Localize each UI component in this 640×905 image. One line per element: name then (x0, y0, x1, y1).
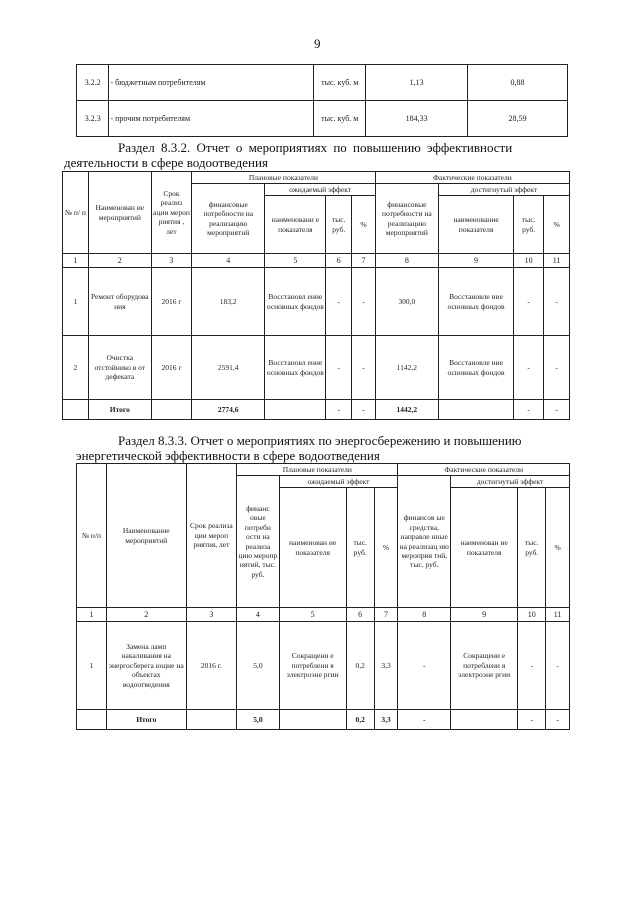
table-row (77, 65, 568, 101)
cell-empty (438, 400, 513, 420)
total-fin: 2774,6 (192, 400, 265, 420)
cell-name: - прочим потребителям (109, 101, 314, 137)
cell-empty (151, 400, 191, 420)
col-header: Плановые показатели (237, 464, 398, 476)
col-header: ожидаемый эффект (279, 476, 398, 488)
cell-rub: - (326, 336, 352, 400)
cell-fact-pct: - (544, 268, 570, 336)
cell-fact-pct: - (544, 336, 570, 400)
total-row (77, 710, 570, 730)
column-number-row (77, 608, 570, 622)
cell-empty (279, 710, 346, 730)
cell-fact-indicator: Восстановле ние основных фондов (438, 336, 513, 400)
total-fact-fin: - (398, 710, 451, 730)
cell-fact-fin: - (398, 622, 451, 710)
total-fact-pct: - (544, 400, 570, 420)
col-number: 9 (451, 608, 518, 622)
col-header: Фактические показатели (398, 464, 570, 476)
section-heading: энергетической эффективности в сфере водоотведения (76, 448, 380, 463)
cell-name: Очистка отстойнико в от дефеката (88, 336, 151, 400)
col-number: 5 (279, 608, 346, 622)
table-header-row (63, 172, 570, 184)
cell-fin: 183,2 (192, 268, 265, 336)
cell-fact-fin: 1142,2 (375, 336, 438, 400)
cell-fact-pct: - (546, 622, 570, 710)
total-fact-rub: - (518, 710, 546, 730)
col-number: 7 (352, 254, 376, 268)
col-header: ожидаемый эффект (265, 184, 375, 196)
cell-value: 0,88 (468, 65, 568, 101)
col-header: № п/ п (63, 172, 89, 254)
total-fin: 5,0 (237, 710, 279, 730)
col-number: 9 (438, 254, 513, 268)
cell-value: 184,33 (366, 101, 468, 137)
cell-empty (186, 710, 237, 730)
col-header: финансов ые средства, направле нные на реализац ию мероприя тий, тыс. руб. (398, 476, 451, 608)
total-pct: 3,3 (374, 710, 398, 730)
col-number: 11 (544, 254, 570, 268)
col-header: наименование показателя (438, 196, 513, 254)
cell-value: 1,13 (366, 65, 468, 101)
cell-indicator: Восстановл ение основных фондов (265, 268, 326, 336)
col-number: 10 (514, 254, 544, 268)
total-fact-fin: 1442,2 (375, 400, 438, 420)
col-header: достигнутый эффект (451, 476, 570, 488)
cell-term: 2016 г (151, 336, 191, 400)
col-header: достигнутый эффект (438, 184, 569, 196)
cell-num: 3.2.3 (77, 101, 109, 137)
cell-fact-rub: - (518, 622, 546, 710)
report-table-832 (62, 171, 570, 420)
cell-name: Ремонт оборудова ния (88, 268, 151, 336)
col-number: 4 (237, 608, 279, 622)
col-header: Плановые показатели (192, 172, 376, 184)
cell-fact-rub: - (514, 336, 544, 400)
table-row (77, 101, 568, 137)
col-number: 6 (346, 608, 374, 622)
section-heading: Раздел 8.3.3. Отчет о мероприятиях по энергосбережению и повышению (118, 433, 522, 448)
col-header: Наименование мероприятий (106, 464, 186, 608)
section-heading: деятельности в сфере водоотведения (64, 155, 268, 170)
page-number: 9 (314, 36, 321, 51)
cell-num: 2 (63, 336, 89, 400)
cell-num: 1 (77, 622, 107, 710)
col-number: 1 (63, 254, 89, 268)
col-number: 5 (265, 254, 326, 268)
cell-fact-rub: - (514, 268, 544, 336)
col-number: 11 (546, 608, 570, 622)
cell-empty (77, 710, 107, 730)
table-row (63, 268, 570, 336)
total-fact-pct: - (546, 710, 570, 730)
top-table (76, 64, 568, 137)
cell-indicator: Восстановл ение основных фондов (265, 336, 326, 400)
col-header: % (544, 196, 570, 254)
col-header: % (546, 488, 570, 608)
col-header: % (374, 488, 398, 608)
col-header: № п/п (77, 464, 107, 608)
col-header: тыс. руб. (514, 196, 544, 254)
col-header: тыс. руб. (518, 488, 546, 608)
cell-num: 1 (63, 268, 89, 336)
cell-fact-indicator: Восстановле ние основных фондов (438, 268, 513, 336)
col-header: финанс овые потребн ости на реализа цию меропр иятий, тыс. руб. (237, 476, 279, 608)
col-header: Срок реализа ции мероп риятия, лет (186, 464, 237, 608)
col-header: Срок реализ ации мероп риятия , лет (151, 172, 191, 254)
cell-unit: тыс. куб. м (314, 101, 366, 137)
cell-unit: тыс. куб. м (314, 65, 366, 101)
table-header-row (77, 464, 570, 476)
col-number: 2 (106, 608, 186, 622)
cell-fact-fin: 300,0 (375, 268, 438, 336)
col-number: 2 (88, 254, 151, 268)
col-header: Наименован ие мероприятий (88, 172, 151, 254)
col-number: 3 (151, 254, 191, 268)
cell-rub: - (326, 268, 352, 336)
col-number: 4 (192, 254, 265, 268)
cell-value: 28,59 (468, 101, 568, 137)
table-row (77, 622, 570, 710)
col-header: наименован ие показателя (451, 488, 518, 608)
total-rub: - (326, 400, 352, 420)
cell-indicator: Сокращени е потреблени я электроэне ргии (279, 622, 346, 710)
col-number: 6 (326, 254, 352, 268)
total-label: Итого (88, 400, 151, 420)
report-table-833 (76, 463, 570, 730)
total-rub: 0,2 (346, 710, 374, 730)
col-header: % (352, 196, 376, 254)
col-header: наименован ие показателя (279, 488, 346, 608)
total-pct: - (352, 400, 376, 420)
cell-rub: 0,2 (346, 622, 374, 710)
col-number: 8 (398, 608, 451, 622)
col-header: финансовые потребности на реализацию мероприятий (192, 184, 265, 254)
cell-empty (265, 400, 326, 420)
cell-name: - бюджетным потребителям (109, 65, 314, 101)
col-number: 10 (518, 608, 546, 622)
cell-term: 2016 г (151, 268, 191, 336)
col-header: тыс. руб. (326, 196, 352, 254)
total-row (63, 400, 570, 420)
cell-pct: - (352, 268, 376, 336)
cell-term: 2016 г. (186, 622, 237, 710)
cell-pct: - (352, 336, 376, 400)
cell-name: Замена ламп накаливания на энергосберега ющие на объектах водоотведения (106, 622, 186, 710)
col-number: 3 (186, 608, 237, 622)
cell-empty (63, 400, 89, 420)
col-header: финансовые потребности на реализацию мероприятий (375, 184, 438, 254)
cell-fin: 2591,4 (192, 336, 265, 400)
cell-num: 3.2.2 (77, 65, 109, 101)
col-header: наименовани е показателя (265, 196, 326, 254)
total-fact-rub: - (514, 400, 544, 420)
cell-pct: 3,3 (374, 622, 398, 710)
total-label: Итого (106, 710, 186, 730)
col-header: тыс. руб. (346, 488, 374, 608)
cell-fin: 5,0 (237, 622, 279, 710)
cell-empty (451, 710, 518, 730)
column-number-row (63, 254, 570, 268)
cell-fact-indicator: Сокращени е потреблени я электроэне ргии (451, 622, 518, 710)
table-row (63, 336, 570, 400)
col-header: Фактические показатели (375, 172, 569, 184)
col-number: 1 (77, 608, 107, 622)
section-heading: Раздел 8.3.2. Отчет о мероприятиях по повышению эффективности (118, 140, 513, 155)
col-number: 8 (375, 254, 438, 268)
col-number: 7 (374, 608, 398, 622)
